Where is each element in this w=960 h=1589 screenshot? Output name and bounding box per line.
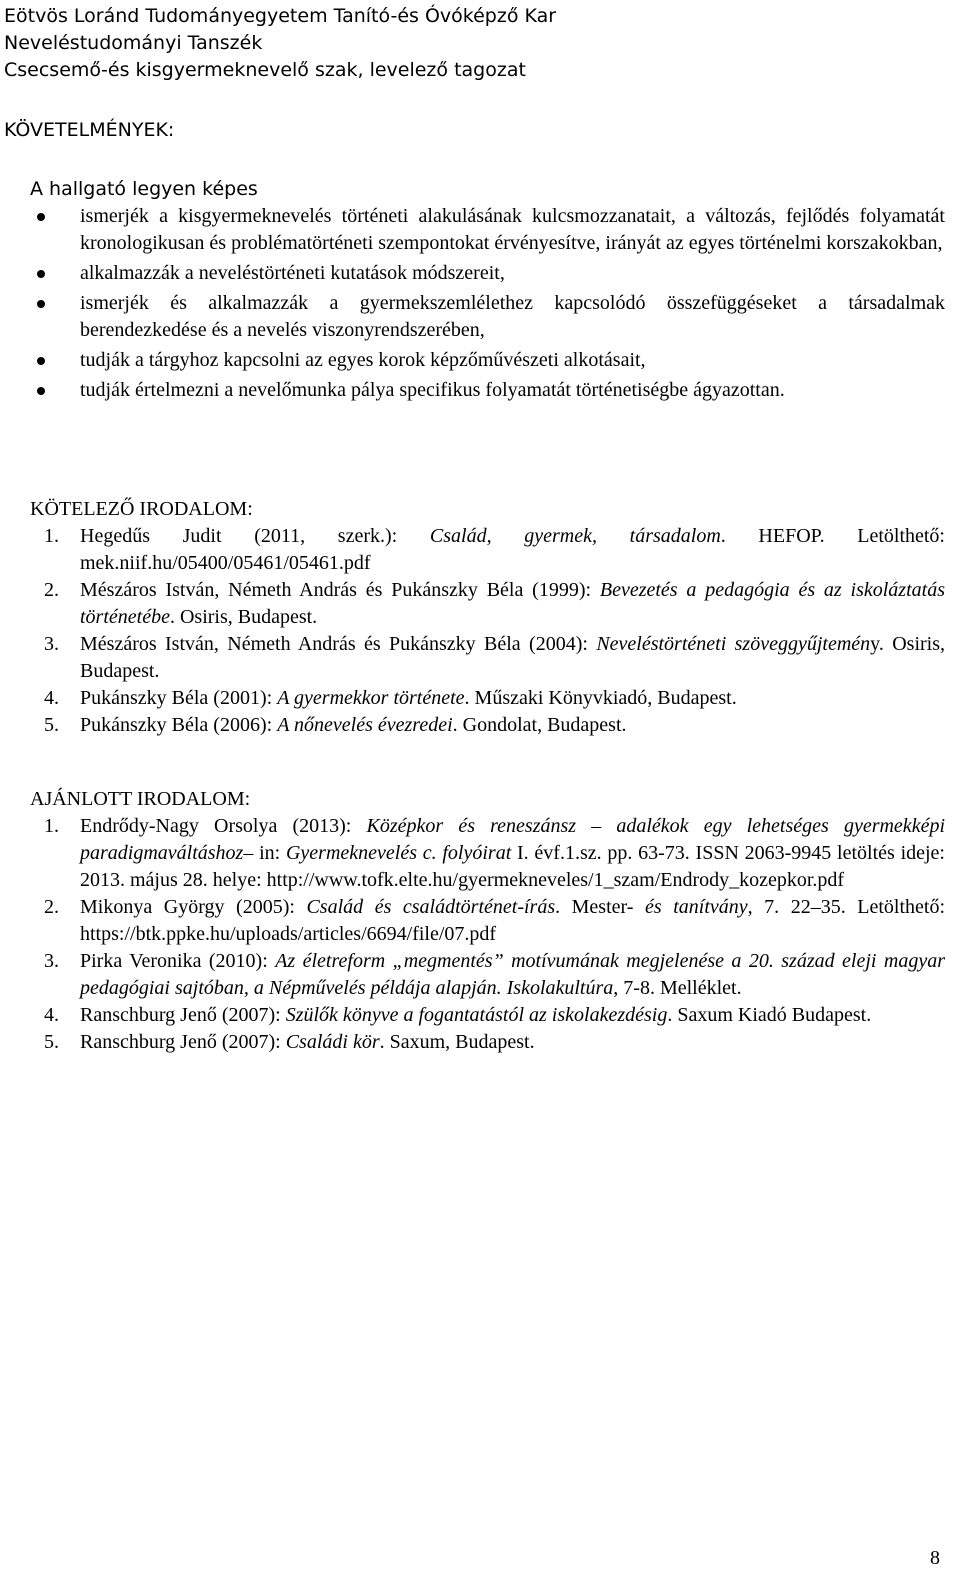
requirement-item: alkalmazzák a neveléstörténeti kutatások módszereit, [0,260,945,287]
reference-item: 2. Mészáros István, Németh András és Pukánszky Béla (1999): Bevezetés a pedagógia és az iskoláztatás történetébe. Osiris, Budapest. [44,579,945,628]
bullet-icon [37,270,45,278]
requirement-item: tudják értelmezni a nevelőmunka pálya specifikus folyamatát történetiségbe ágyazottan. [0,377,945,404]
bullet-icon [37,213,45,221]
reference-item: 2. Mikonya György (2005): Család és családtörténet-írás. Mester- és tanítvány, 7. 22–35. Letölthető: https://btk.ppke.hu/uploads/articles/6694/file/07.pdf [44,896,946,945]
recommended-section [0,786,960,1056]
page-number: 8 [930,1547,940,1569]
recommended-heading: AJÁNLOTT IRODALOM: [30,788,251,810]
header-faculty: Eötvös Loránd Tudományegyetem Tanító-és Óvóképző Kar [4,5,557,27]
document-header [4,3,556,84]
bullet-icon [37,300,45,308]
requirements-list [0,203,960,407]
reference-item: 3. Mészáros István, Németh András és Pukánszky Béla (2004): Neveléstörténeti szöveggyűjtemény. Osiris, Budapest. [44,633,946,682]
requirement-item: ismerjék a kisgyermeknevelés történeti alakulásának kulcsmozzanatait, a változás, fejlődés folyamatát kronologikusan és problématörténeti szempontokat érvényesítve, irányát az egyes történelmi korszakokban, [0,203,945,257]
requirement-item: tudják a tárgyhoz kapcsolni az egyes korok képzőművészeti alkotásait, [0,347,945,374]
reference-item: 1. Endrődy-Nagy Orsolya (2013): Középkor és reneszánsz – adalékok egy lehetséges gyermekképi paradigmaváltáshoz– in: Gyermeknevelés c. folyóirat I. évf.1.sz. pp. 63-73. ISSN 2063-9945 letöltés ideje: 2013. május 28. helye: http://www.tofk.elte.hu/gyermekneveles/1_szam/Endrody_kozepkor.pdf [44,815,945,891]
bullet-icon [37,387,45,395]
reference-item: 4. Ranschburg Jenő (2007): Szülők könyve a fogantatástól az iskolakezdésig. Saxum Kiadó Budapest. [44,1004,872,1026]
requirements-intro: A hallgató legyen képes [30,178,258,200]
header-program: Csecsemő-és kisgyermeknevelő szak, levelező tagozat [4,59,526,81]
mandatory-heading: KÖTELEZŐ IRODALOM: [30,498,253,520]
reference-item: 1. Hegedűs Judit (2011, szerk.): Család, gyermek, társadalom. HEFOP. Letölthető: mek.niif.hu/05400/05461/05461.pdf [44,525,945,574]
requirement-item: ismerjék és alkalmazzák a gyermekszemlélethez kapcsolódó összefüggéseket a társadalmak berendezkedése és a nevelés viszonyrendszerében, [0,290,945,344]
recommended-list [0,813,960,1056]
requirements-heading: KÖVETELMÉNYEK: [4,119,175,141]
reference-item: 4. Pukánszky Béla (2001): A gyermekkor története. Műszaki Könyvkiadó, Budapest. [44,687,737,709]
reference-item: 5. Pukánszky Béla (2006): A nőnevelés évezredei. Gondolat, Budapest. [44,714,627,736]
reference-item: 5. Ranschburg Jenő (2007): Családi kör. Saxum, Budapest. [44,1031,535,1053]
mandatory-section [0,496,960,739]
bullet-icon [37,357,45,365]
header-department: Neveléstudományi Tanszék [4,32,263,54]
mandatory-list [0,523,960,739]
reference-item: 3. Pirka Veronika (2010): Az életreform „megmentés” motívumának megjelenése a 20. század eleji magyar pedagógiai sajtóban, a Népművelés példája alapján. Iskolakultúra, 7-8. Melléklet. [44,950,945,999]
